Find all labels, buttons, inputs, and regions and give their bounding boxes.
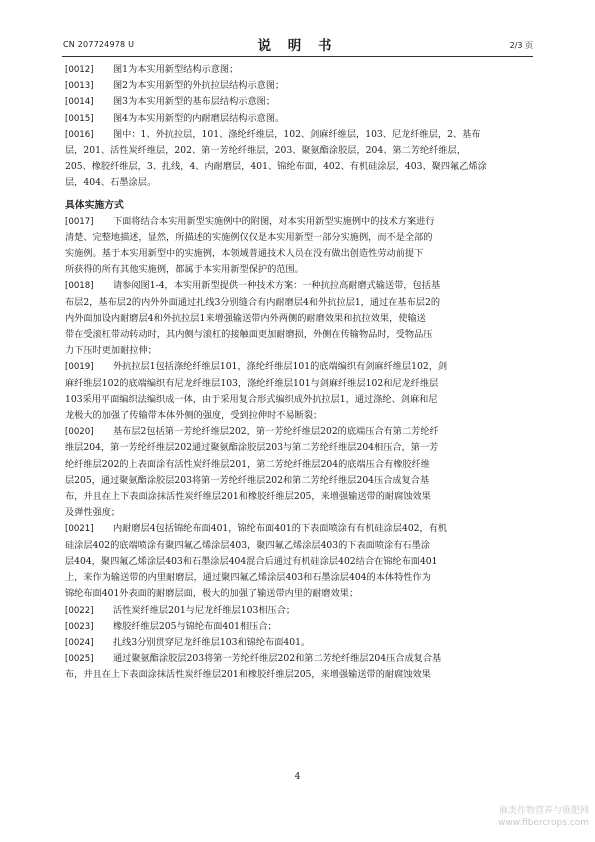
text-line: 硅涂层402的底端喷涂有聚四氟乙烯涂层403，聚四氟乙烯涂层403的下表面喷涂有石墨涂 <box>65 539 430 551</box>
paragraph-text <box>113 635 532 651</box>
text-line: 图1为本实用新型结构示意图； <box>113 64 239 75</box>
text-line: 外抗拉层1包括涤纶纤维层101，涤纶纤维层101的底端编织有剑麻纤维层102，剑 <box>113 361 448 373</box>
patent-number: CN 207724978 U <box>63 40 135 49</box>
text-line: 层，201、活性炭纤维层，202、第一芳纶纤维层，203、聚氨酯涂胶层，204、第二芳纶纤维层， <box>65 145 466 157</box>
paragraph-text <box>113 78 532 94</box>
text-line: 图中：1、外抗拉层，101、涤纶纤维层，102、剑麻纤维层，103、尼龙纤维层，2、基布 <box>113 128 481 140</box>
paragraph-number: [0020] <box>65 427 94 438</box>
paragraph-number: [0018] <box>65 281 94 292</box>
text-line: 请参阅图1-4，本实用新型提供一种技术方案：一种抗拉高耐磨式输送带，包括基 <box>113 280 441 292</box>
text-line: 实施例。基于本实用新型中的实施例，本领域普通技术人员在没有做出创造性劳动前提下 <box>65 248 424 260</box>
paragraph <box>65 359 532 375</box>
page-number: 4 <box>294 772 301 782</box>
paragraph-text <box>113 521 532 537</box>
text-line: 活性炭纤维层201与尼龙纤维层103相压合； <box>113 604 296 616</box>
paragraph-number: [0019] <box>65 362 94 373</box>
paragraph-continuation <box>65 376 532 425</box>
header-divider <box>62 56 533 57</box>
text-line: 内外面加设内耐磨层4和外抗拉层1来增强输送带内外两侧的耐磨效果和抗拉效果，使输送 <box>65 312 426 324</box>
text-line: 层，404、石墨涂层。 <box>65 177 157 189</box>
paragraph <box>65 62 532 78</box>
text-line: 布，并且在上下表面涂抹活性炭纤维层201和橡胶纤维层205，来增强输送带的耐腐蚀效果 <box>65 491 431 503</box>
text-line: 层205，通过聚氨酯涂胶层203将第一芳纶纤维层202和第二芳纶纤维层204压合成复合基 <box>65 474 430 486</box>
paragraph <box>65 651 532 667</box>
text-line: 布层2，基布层2的内外外面通过扎线3分别缝合有内耐磨层4和外抗拉层1，通过在基布层2的 <box>65 296 441 308</box>
text-line: 扎线3分别贯穿尼龙纤维层103和锦纶布面401。 <box>113 636 311 648</box>
paragraph-continuation <box>65 230 532 279</box>
paragraph <box>65 619 532 635</box>
paragraph-number: [0025] <box>65 654 94 665</box>
text-line: 图2为本实用新型的外抗拉层结构示意图； <box>113 80 285 92</box>
paragraph <box>65 111 532 127</box>
text-line: 橡胶纤维层205与锦纶布面401相压合； <box>113 620 277 632</box>
paragraph-text <box>113 603 532 619</box>
text-line: 层404，聚四氟乙烯涂层403和石墨涂层404混合后通过有机硅涂层402结合在锦纶布面401 <box>65 555 438 567</box>
paragraph-continuation <box>65 440 532 521</box>
text-line: 带在受滚杠带动转动时，其内侧与滚杠的接触面更加耐磨损，外侧在传输物品时，受物品压 <box>65 329 433 341</box>
text-line: 维层204，第一芳纶纤维层202通过聚氨酯涂胶层203与第二芳纶纤维层204相压合，第一芳 <box>65 442 439 454</box>
paragraph-text <box>113 359 532 375</box>
paragraph-text <box>113 111 532 127</box>
paragraph-text <box>113 651 532 667</box>
text-line: 龙极大的加强了传输带本体外侧的强度，受到拉伸时不易断裂； <box>65 410 323 422</box>
page-indicator: 2/3 页 <box>509 41 533 50</box>
text-line: 图4为本实用新型的内耐磨层结构示意图。 <box>113 112 285 124</box>
paragraph-text <box>113 424 532 440</box>
paragraph-text <box>113 214 532 230</box>
paragraph-number: [0023] <box>65 621 94 632</box>
paragraph-number: [0024] <box>65 637 94 648</box>
text-line: 内耐磨层4包括锦纶布面401，锦纶布面401的下表面喷涂有有机硅涂层402，有机 <box>113 523 448 535</box>
figure-description-block <box>65 62 532 192</box>
paragraph-text <box>113 62 532 78</box>
text-line: 清楚、完整地描述，显然，所描述的实施例仅仅是本实用新型一部分实施例，而不是全部的 <box>65 231 433 243</box>
document-body <box>65 62 532 684</box>
text-line: 力下压时更加耐拉伸； <box>65 345 157 357</box>
text-line: 及弹性强度； <box>65 507 121 519</box>
paragraph-number: [0012] <box>65 65 94 75</box>
paragraph-number: [0022] <box>65 605 94 616</box>
paragraph <box>65 214 532 230</box>
watermark-line1: 麻类作物营养与施肥网 <box>498 806 589 816</box>
paragraph <box>65 521 532 537</box>
text-line: 基布层2包括第一芳纶纤维层202，第一芳纶纤维层202的底端压合有第二芳纶纤 <box>113 426 439 438</box>
watermark-line2: www.fibercrops.com <box>498 818 589 828</box>
text-line: 通过聚氨酯涂胶层203将第一芳纶纤维层202和第二芳纶纤维层204压合成复合基 <box>113 653 442 665</box>
document-title: 说 明 书 <box>257 38 338 54</box>
paragraph <box>65 94 532 110</box>
embodiment-block <box>65 214 532 684</box>
paragraph-continuation <box>65 295 532 360</box>
paragraph-number: [0014] <box>65 97 94 108</box>
text-line: 上，来作为输送带的内里耐磨层，通过聚四氟乙烯涂层403和石墨涂层404的本体特性作为 <box>65 572 431 584</box>
paragraph-text <box>113 278 532 294</box>
paragraph-text <box>113 127 532 143</box>
paragraph-text <box>113 94 532 110</box>
paragraph-number: [0015] <box>65 113 94 124</box>
text-line: 205、橡胶纤维层，3、扎线，4、内耐磨层，401、锦纶布面，402、有机硅涂层，403、聚四氟乙烯涂 <box>65 161 487 173</box>
text-line: 图3为本实用新型的基布层结构示意图； <box>113 96 276 108</box>
text-line: 纶纤维层202的上表面涂有活性炭纤维层201，第二芳纶纤维层204的底端压合有橡胶纤维 <box>65 458 430 470</box>
paragraph <box>65 424 532 440</box>
paragraph <box>65 635 532 651</box>
text-line: 布，并且在上下表面涂抹活性炭纤维层201和橡胶纤维层205，来增强输送带的耐腐蚀效果 <box>65 669 431 681</box>
section-heading: 具体实施方式 <box>65 199 124 211</box>
paragraph-continuation <box>65 667 532 683</box>
paragraph-continuation <box>65 538 532 603</box>
text-line: 103采用平面编织法编织成一体，由于采用复合形式编织成外抗拉层1，通过涤纶、剑麻和尼 <box>65 393 438 405</box>
paragraph-text <box>113 619 532 635</box>
paragraph-number: [0021] <box>65 524 94 535</box>
paragraph-number: [0016] <box>65 129 94 140</box>
paragraph <box>65 603 532 619</box>
watermark <box>498 805 589 829</box>
paragraph <box>65 278 532 294</box>
text-line: 麻纤维层102的底端编织有尼龙纤维层103，涤纶纤维层101与剑麻纤维层102和尼龙纤维层 <box>65 377 439 389</box>
text-line: 所获得的所有其他实施例，都属于本实用新型保护的范围。 <box>65 264 304 276</box>
paragraph <box>65 78 532 94</box>
paragraph <box>65 127 532 143</box>
paragraph-continuation <box>65 143 532 192</box>
text-line: 锦纶布面401外表面的耐磨层面，极大的加强了输送带内里的耐磨效果； <box>65 588 359 600</box>
text-line: 下面将结合本实用新型实施例中的附图，对本实用新型实施例中的技术方案进行 <box>113 215 435 227</box>
paragraph-number: [0013] <box>65 81 94 92</box>
paragraph-number: [0017] <box>65 216 94 227</box>
